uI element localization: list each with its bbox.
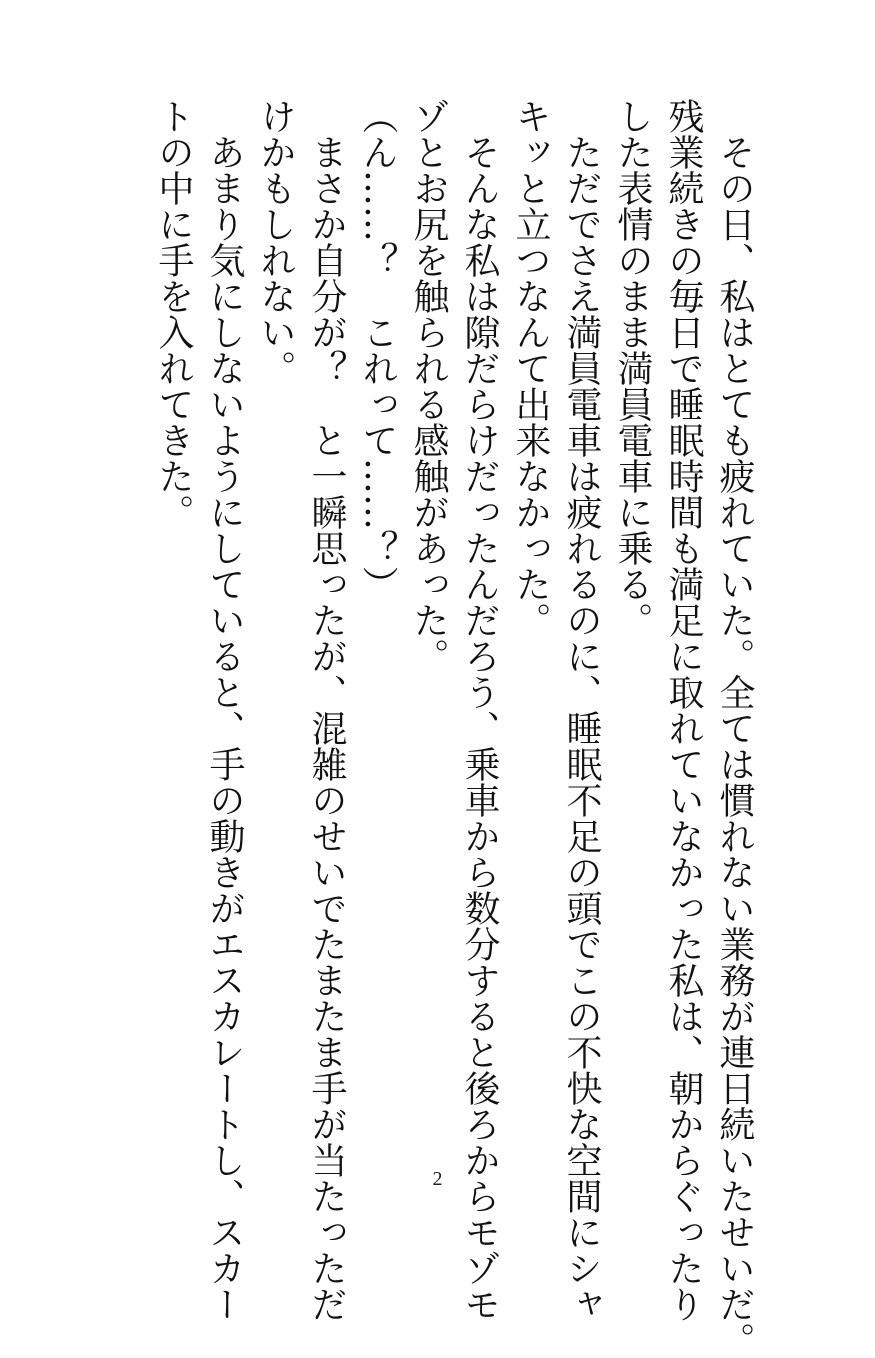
text-column-2: 残業続きの毎日で睡眠時間も満足に取れていなかった私は、朝からぐったり (663, 98, 704, 1322)
text-column-9: まさか自分が？ と一瞬思ったが、混雑のせいでたまたま手が当たっただ (306, 98, 347, 1322)
vertical-text-body (148, 98, 760, 1358)
text-column-3: した表情のまま満員電車に乗る。 (612, 98, 653, 638)
text-column-4: ただでさえ満員電車は疲れるのに、睡眠不足の頭でこの不快な空間にシャ (561, 98, 602, 1322)
text-column-12: トの中に手を入れてきた。 (153, 98, 194, 530)
text-column-8: （ん……？ これって……？） (357, 98, 398, 602)
text-column-5: キッと立つなんて出来なかった。 (510, 98, 551, 638)
text-column-11: あまり気にしないようにしていると、手の動きがエスカレートし、スカー (204, 98, 245, 1322)
text-column-10: けかもしれない。 (255, 98, 296, 386)
page-number: 2 (432, 1168, 443, 1190)
text-column-1: その日、私はとても疲れていた。全ては慣れない業務が連日続いたせいだ。 (714, 98, 755, 1358)
text-column-7: ゾとお尻を触られる感触があった。 (408, 98, 449, 674)
text-column-6: そんな私は隙だらけだったんだろう、乗車から数分すると後ろからモゾモ (459, 98, 500, 1322)
